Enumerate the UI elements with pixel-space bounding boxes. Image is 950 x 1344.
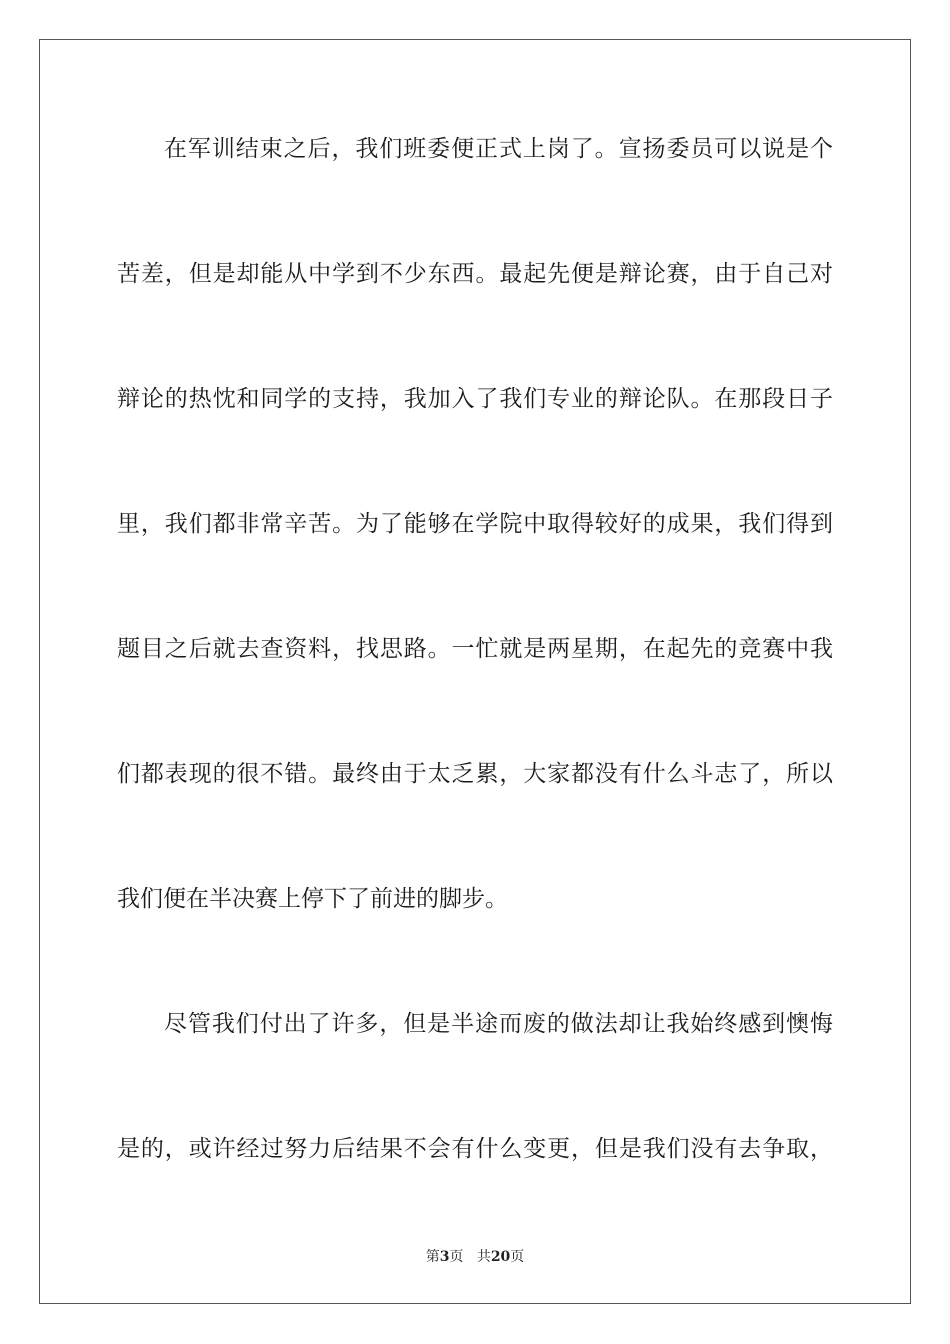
text-line: 是的，或许经过努力后结果不会有什么变更，但是我们没有去争取， <box>117 1136 833 1162</box>
text-line: 辩论的热忱和同学的支持，我加入了我们专业的辩论队。在那段日子 <box>117 386 833 412</box>
text-line: 苦差，但是却能从中学到不少东西。最起先便是辩论赛，由于自己对 <box>117 261 833 287</box>
page-footer <box>0 1248 950 1266</box>
text-line: 题目之后就去查资料，找思路。一忙就是两星期，在起先的竞赛中我 <box>117 636 833 662</box>
page-prefix: 第 <box>425 1249 440 1265</box>
text-line: 尽管我们付出了许多，但是半途而废的做法却让我始终感到懊悔 <box>164 1011 833 1037</box>
page-border <box>39 39 911 1304</box>
total-suffix: 页 <box>510 1249 525 1265</box>
text-line: 在军训结束之后，我们班委便正式上岗了。宣扬委员可以说是个 <box>164 136 833 162</box>
text-line: 我们便在半决赛上停下了前进的脚步。 <box>117 886 508 912</box>
total-pages: 20 <box>490 1249 511 1265</box>
text-line: 里，我们都非常辛苦。为了能够在学院中取得较好的成果，我们得到 <box>117 511 833 537</box>
total-prefix: 共 <box>476 1249 491 1265</box>
page-suffix: 页 <box>449 1249 464 1265</box>
page-number: 3 <box>439 1249 450 1265</box>
text-line: 们都表现的很不错。最终由于太乏累，大家都没有什么斗志了，所以 <box>117 761 833 787</box>
